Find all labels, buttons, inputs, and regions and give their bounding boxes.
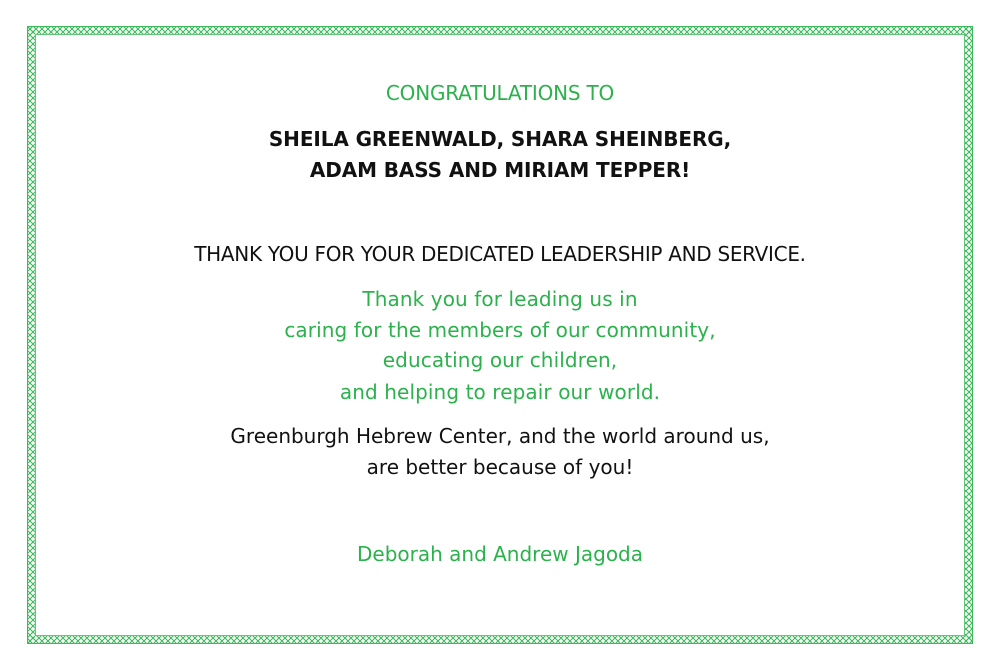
congratulations-card	[27, 26, 973, 644]
congratulations-heading: CONGRATULATIONS TO	[385, 81, 615, 105]
thank-you-heading: THANK YOU FOR YOUR DEDICATED LEADERSHIP AND SERVICE.	[194, 242, 806, 266]
thanks-line-1: Thank you for leading us in	[362, 287, 638, 311]
honorees-line-2: ADAM BASS AND MIRIAM TEPPER!	[309, 158, 691, 182]
signature: Deborah and Andrew Jagoda	[356, 542, 644, 566]
thanks-line-4: and helping to repair our world.	[339, 380, 661, 404]
honorees-line-1: SHEILA GREENWALD, SHARA SHEINBERG,	[268, 127, 732, 151]
closing-line-2: are better because of you!	[366, 455, 634, 479]
closing-line-1: Greenburgh Hebrew Center, and the world around us,	[230, 424, 770, 448]
thanks-line-2: caring for the members of our community,	[284, 318, 716, 342]
card-content	[27, 26, 973, 644]
thanks-line-3: educating our children,	[382, 348, 618, 372]
